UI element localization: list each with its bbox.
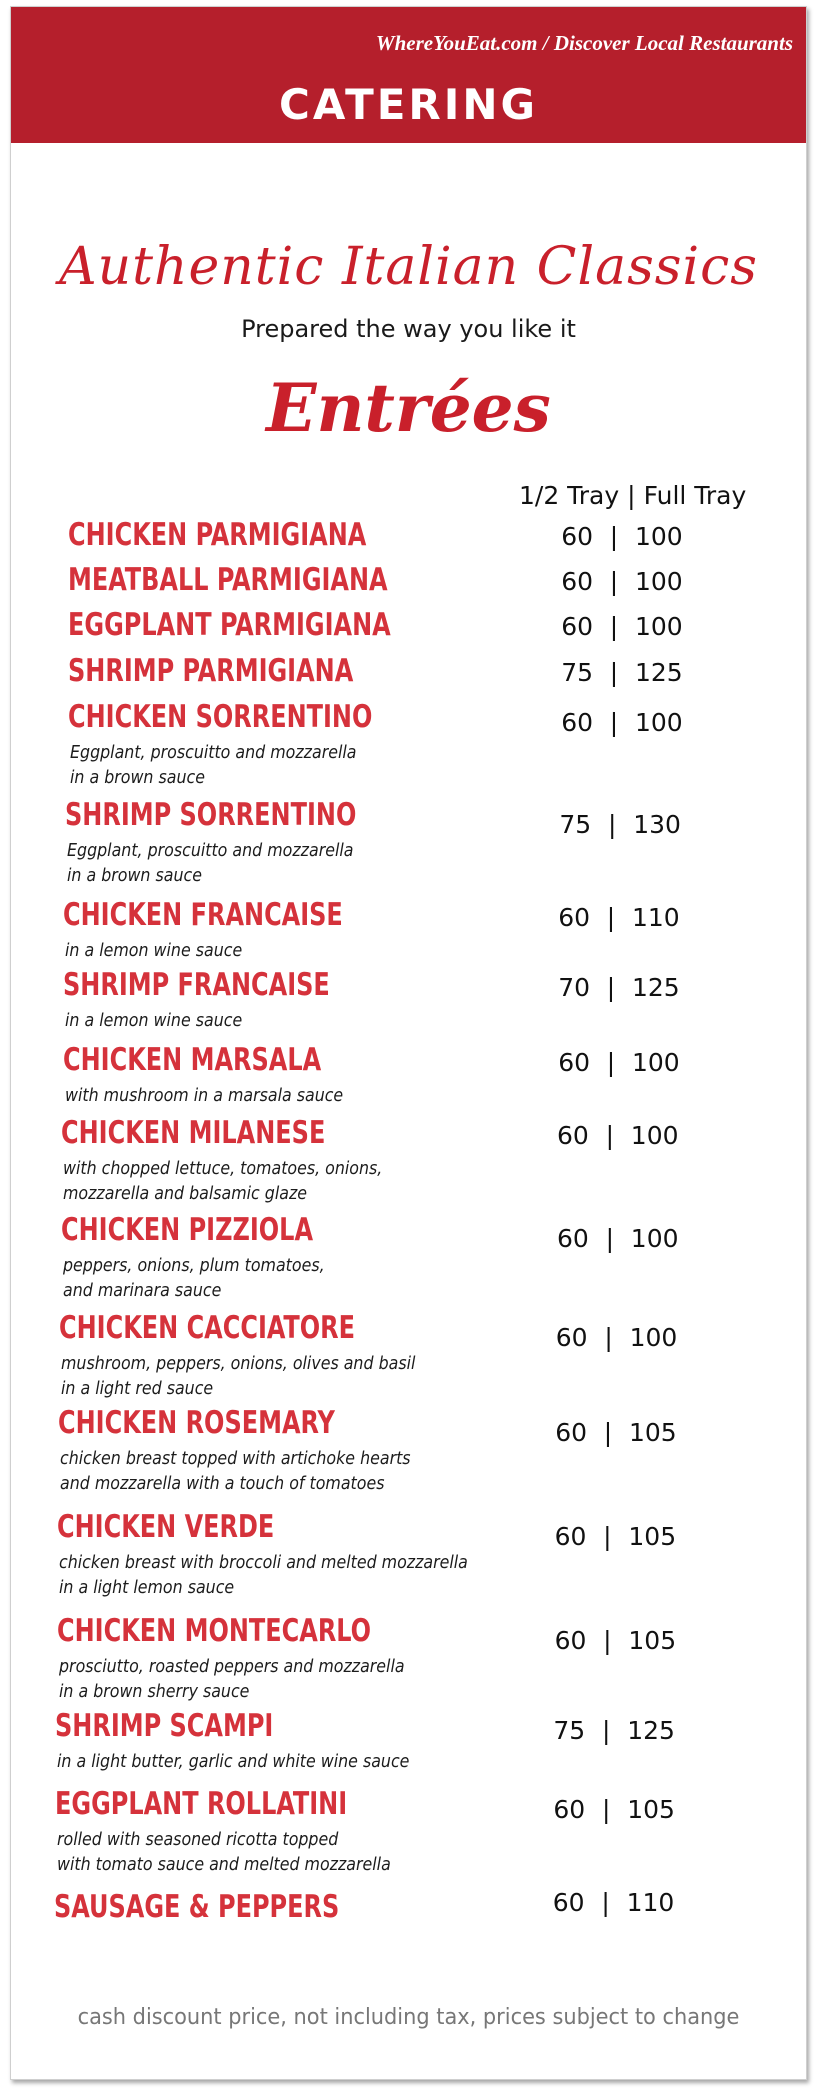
price-separator: | xyxy=(601,1888,610,1917)
half-tray-price: 60 xyxy=(554,1522,587,1551)
menu-item-prices xyxy=(541,1888,721,1917)
menu-item-prices xyxy=(545,1224,725,1253)
price-separator: | xyxy=(603,1626,612,1655)
menu-item-name: EGGPLANT PARMIGIANA xyxy=(68,607,391,643)
full-tray-price: 105 xyxy=(629,1418,677,1447)
half-tray-price: 60 xyxy=(561,567,593,596)
menu-item-prices xyxy=(541,1795,721,1824)
watermark-text: WhereYouEat.com / Discover Local Restaurants xyxy=(375,31,793,55)
full-tray-price: 100 xyxy=(635,708,683,737)
menu-item-prices xyxy=(549,658,729,687)
section-title: Entrées xyxy=(266,369,551,447)
menu-item-description: peppers, onions, plum tomatoes, xyxy=(63,1255,325,1276)
menu-item-name: CHICKEN MILANESE xyxy=(61,1115,326,1151)
half-tray-price: 60 xyxy=(556,1224,589,1253)
half-tray-price: 60 xyxy=(561,522,593,551)
menu-item-prices xyxy=(544,1323,724,1352)
price-separator: | xyxy=(606,973,616,1002)
price-separator: | xyxy=(605,1224,615,1253)
menu-item-name: SHRIMP SORRENTINO xyxy=(65,797,357,833)
full-tray-price: 100 xyxy=(632,1048,680,1077)
menu-item-description: with tomato sauce and melted mozzarella xyxy=(57,1854,391,1875)
full-tray-price: 100 xyxy=(635,567,683,596)
price-separator: | xyxy=(603,1418,613,1447)
menu-item-prices xyxy=(542,1626,722,1655)
full-tray-price: 125 xyxy=(635,658,683,687)
price-separator: | xyxy=(606,903,616,932)
menu-item-description: chicken breast with broccoli and melted mozzarella xyxy=(59,1552,468,1573)
menu-item-description: in a light red sauce xyxy=(61,1378,214,1399)
price-separator: | xyxy=(607,810,617,839)
menu-item-name: MEATBALL PARMIGIANA xyxy=(68,562,388,598)
menu-item-name: CHICKEN MARSALA xyxy=(63,1042,322,1078)
subtitle: Prepared the way you like it xyxy=(241,315,576,343)
menu-item-description: in a lemon wine sauce xyxy=(65,1010,243,1031)
full-tray-price: 110 xyxy=(632,903,680,932)
menu-item-description: in a brown sherry sauce xyxy=(59,1681,250,1702)
full-tray-price: 100 xyxy=(629,1323,678,1352)
menu-item-prices xyxy=(549,567,729,596)
price-separator: | xyxy=(603,1522,612,1551)
price-separator: | xyxy=(609,658,619,687)
half-tray-price: 60 xyxy=(555,1323,588,1352)
menu-item-name: CHICKEN VERDE xyxy=(57,1509,275,1545)
menu-item-prices xyxy=(549,708,729,737)
full-tray-price: 110 xyxy=(626,1888,675,1917)
banner-title: CATERING xyxy=(279,80,538,129)
full-tray-price: 105 xyxy=(627,1795,675,1824)
menu-item-prices xyxy=(542,1522,722,1551)
menu-page xyxy=(10,6,807,2080)
full-tray-price: 105 xyxy=(628,1522,677,1551)
half-tray-price: 70 xyxy=(558,973,590,1002)
menu-item-name: SHRIMP FRANCAISE xyxy=(63,967,330,1003)
half-tray-price: 75 xyxy=(559,810,592,839)
half-tray-price: 60 xyxy=(555,1418,587,1447)
menu-item-name: CHICKEN PIZZIOLA xyxy=(61,1212,314,1248)
price-separator: | xyxy=(606,1048,616,1077)
full-tray-price: 100 xyxy=(635,522,683,551)
menu-item-prices xyxy=(547,810,727,839)
half-tray-price: 60 xyxy=(554,1626,587,1655)
menu-item-description: with mushroom in a marsala sauce xyxy=(65,1085,344,1106)
menu-item-prices xyxy=(549,612,729,641)
price-separator: | xyxy=(609,612,619,641)
menu-item-prices xyxy=(546,1048,726,1077)
menu-item-name: CHICKEN PARMIGIANA xyxy=(68,517,367,553)
full-tray-price: 100 xyxy=(630,1224,679,1253)
price-separator: | xyxy=(604,1323,613,1352)
full-tray-header: Full Tray xyxy=(643,481,747,510)
menu-item-description: chicken breast topped with artichoke hearts xyxy=(60,1448,411,1469)
price-separator: | xyxy=(601,1716,611,1745)
full-tray-price: 125 xyxy=(632,973,680,1002)
full-tray-price: 100 xyxy=(635,612,683,641)
full-tray-price: 130 xyxy=(633,810,681,839)
menu-item-description: prosciutto, roasted peppers and mozzarella xyxy=(59,1656,405,1677)
menu-item-description: and mozzarella with a touch of tomatoes xyxy=(60,1473,385,1494)
menu-item-prices xyxy=(543,1418,723,1447)
price-separator: | xyxy=(609,522,619,551)
menu-item-description: and marinara sauce xyxy=(63,1280,222,1301)
half-tray-price: 75 xyxy=(553,1716,586,1745)
half-tray-price: 60 xyxy=(558,1048,590,1077)
half-tray-header: 1/2 Tray xyxy=(519,481,620,510)
half-tray-price: 60 xyxy=(558,903,590,932)
half-tray-price: 60 xyxy=(556,1121,589,1150)
menu-item-prices xyxy=(545,1121,725,1150)
menu-item-prices xyxy=(541,1716,721,1745)
column-separator: | xyxy=(627,481,636,510)
price-separator: | xyxy=(609,567,619,596)
full-tray-price: 105 xyxy=(628,1626,677,1655)
menu-item-prices xyxy=(546,973,726,1002)
menu-item-name: SHRIMP SCAMPI xyxy=(55,1708,274,1744)
menu-item-name: EGGPLANT ROLLATINI xyxy=(55,1786,348,1822)
price-column-headers xyxy=(519,481,779,510)
menu-item-description: with chopped lettuce, tomatoes, onions, xyxy=(63,1158,383,1179)
half-tray-price: 60 xyxy=(553,1795,586,1824)
half-tray-price: 60 xyxy=(561,708,593,737)
menu-item-description: in a light butter, garlic and white wine sauce xyxy=(57,1751,410,1772)
menu-item-description: in a brown sauce xyxy=(70,767,205,788)
full-tray-price: 125 xyxy=(627,1716,675,1745)
menu-item-name: CHICKEN FRANCAISE xyxy=(63,897,343,933)
catering-banner xyxy=(11,7,806,143)
menu-item-name: SHRIMP PARMIGIANA xyxy=(68,653,354,689)
price-separator: | xyxy=(609,708,619,737)
menu-item-name: CHICKEN SORRENTINO xyxy=(68,699,373,735)
menu-item-description: in a light lemon sauce xyxy=(59,1577,235,1598)
menu-item-description: mozzarella and balsamic glaze xyxy=(63,1183,308,1204)
footer-note: cash discount price, not including tax, prices subject to change xyxy=(77,2005,740,2030)
price-separator: | xyxy=(601,1795,611,1824)
menu-item-description: Eggplant, proscuitto and mozzarella xyxy=(67,840,354,861)
half-tray-price: 75 xyxy=(561,658,593,687)
menu-item-name: CHICKEN MONTECARLO xyxy=(57,1613,372,1649)
half-tray-price: 60 xyxy=(552,1888,585,1917)
menu-item-description: in a lemon wine sauce xyxy=(65,940,243,961)
menu-item-name: CHICKEN ROSEMARY xyxy=(58,1405,335,1441)
menu-item-name: CHICKEN CACCIATORE xyxy=(59,1310,355,1346)
script-title: Authentic Italian Classics xyxy=(59,237,758,297)
menu-item-description: in a brown sauce xyxy=(67,865,202,886)
menu-item-prices xyxy=(546,903,726,932)
menu-item-prices xyxy=(549,522,729,551)
menu-item-description: mushroom, peppers, onions, olives and basil xyxy=(61,1353,416,1374)
full-tray-price: 100 xyxy=(630,1121,679,1150)
menu-item-description: Eggplant, proscuitto and mozzarella xyxy=(70,742,357,763)
price-separator: | xyxy=(605,1121,615,1150)
menu-item-description: rolled with seasoned ricotta topped xyxy=(57,1829,339,1850)
half-tray-price: 60 xyxy=(561,612,593,641)
menu-item-name: SAUSAGE & PEPPERS xyxy=(54,1889,340,1925)
